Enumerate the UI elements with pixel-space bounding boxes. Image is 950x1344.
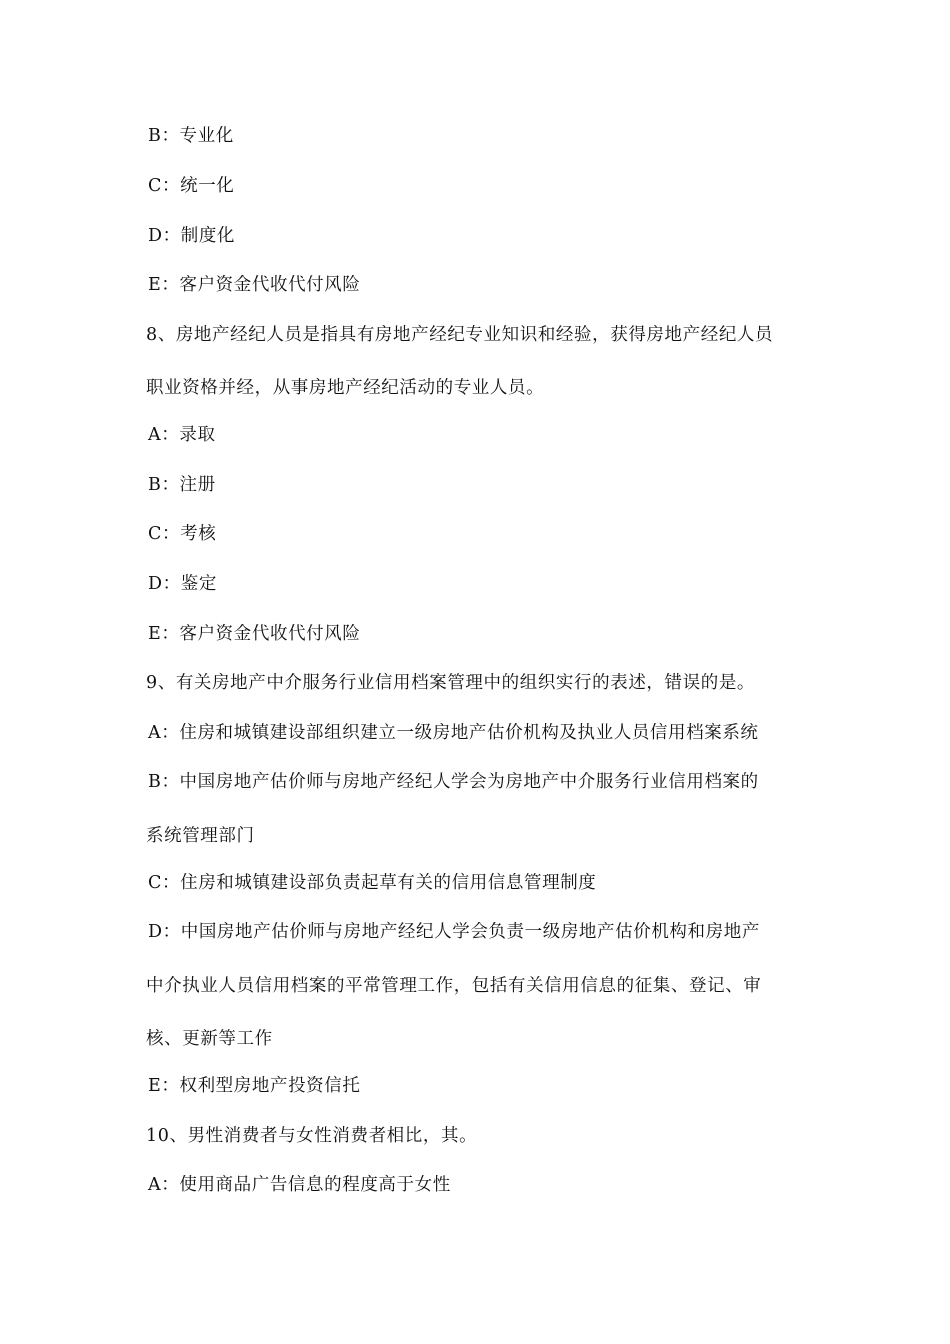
option-a-q8: A：录取 (148, 425, 216, 445)
option-d-q9-line-3: 核、更新等工作 (146, 1029, 273, 1049)
option-e-q9: E：权利型房地产投资信托 (148, 1076, 361, 1096)
question-8-line-2: 职业资格并经，从事房地产经纪活动的专业人员。 (146, 378, 545, 398)
option-c-q9: C：住房和城镇建设部负责起草有关的信用信息管理制度 (148, 873, 597, 893)
option-c-q7: C：统一化 (148, 176, 235, 196)
question-10: 10、男性消费者与女性消费者相比，其。 (146, 1126, 478, 1146)
question-8-line-1: 8、房地产经纪人员是指具有房地产经纪专业知识和经验，获得房地产经纪人员 (146, 325, 774, 345)
option-b-q7: B：专业化 (148, 126, 234, 146)
option-a-q9: A：住房和城镇建设部组织建立一级房地产估价机构及执业人员信用档案系统 (148, 723, 759, 743)
question-9: 9、有关房地产中介服务行业信用档案管理中的组织实行的表述，错误的是。 (146, 673, 756, 693)
option-b-q9-line-2: 系统管理部门 (146, 826, 255, 846)
option-a-q10: A：使用商品广告信息的程度高于女性 (148, 1175, 451, 1195)
option-d-q9-line-1: D：中国房地产估价师与房地产经纪人学会负责一级房地产估价机构和房地产 (148, 922, 760, 942)
option-e-q8: E：客户资金代收代付风险 (148, 624, 361, 644)
option-c-q8: C：考核 (148, 524, 217, 544)
option-d-q9-line-2: 中介执业人员信用档案的平常管理工作，包括有关信用信息的征集、登记、审 (146, 976, 762, 996)
option-b-q9-line-1: B：中国房地产估价师与房地产经纪人学会为房地产中介服务行业信用档案的 (148, 772, 759, 792)
option-b-q8: B：注册 (148, 475, 216, 495)
option-d-q8: D：鉴定 (148, 574, 217, 594)
option-d-q7: D：制度化 (148, 226, 236, 246)
option-e-q7: E：客户资金代收代付风险 (148, 275, 361, 295)
